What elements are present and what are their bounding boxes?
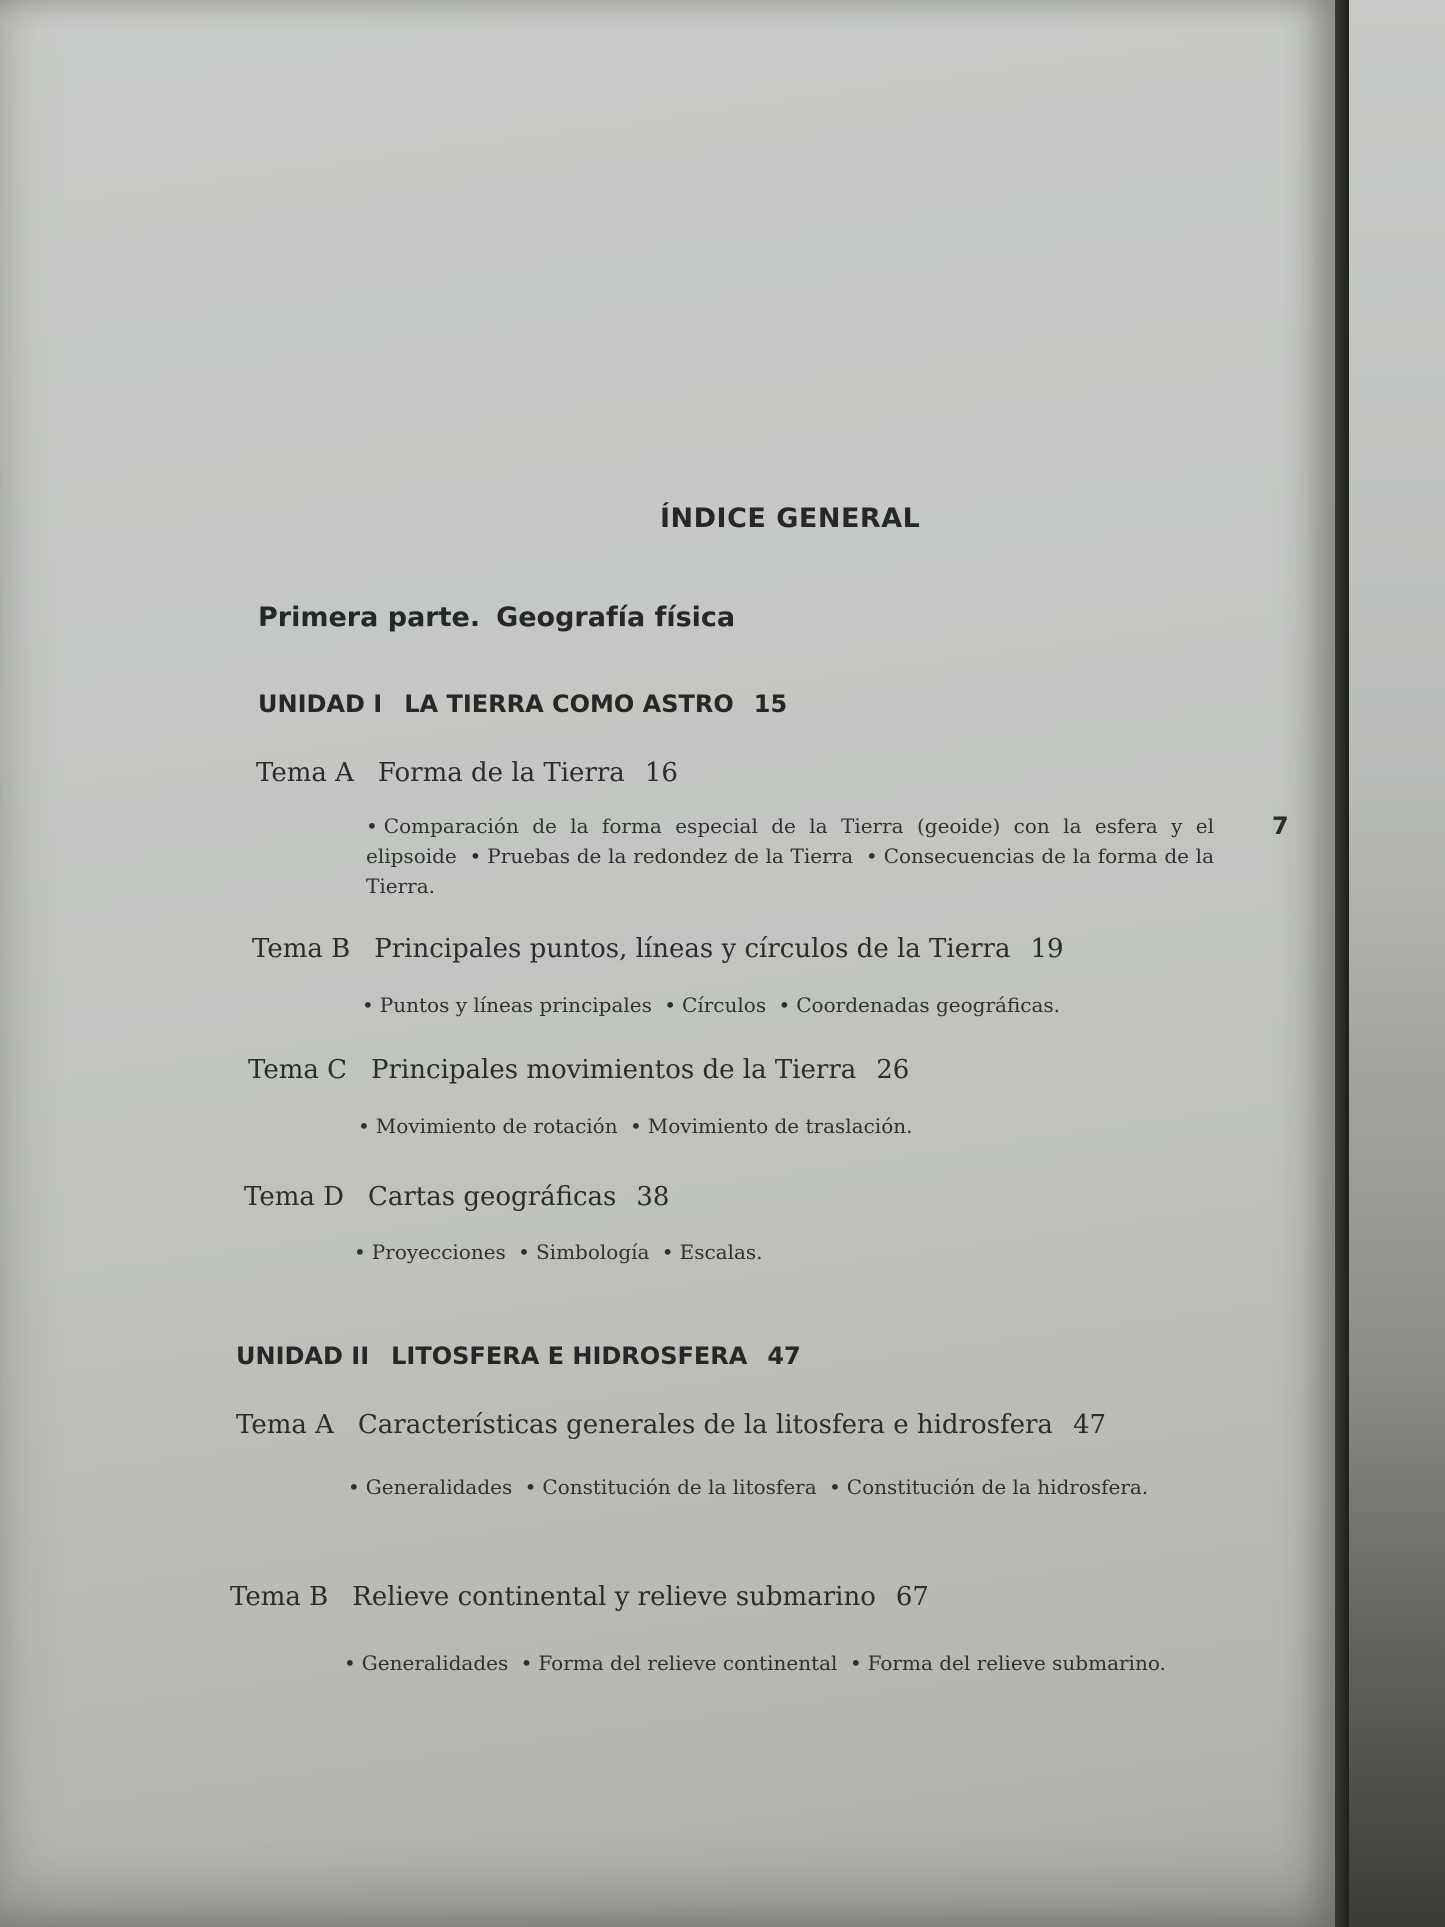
tema-page: 16 (644, 758, 678, 788)
tema-topics (348, 1472, 1248, 1502)
tema-topics (344, 1648, 1254, 1678)
tema-topics (366, 811, 1214, 901)
bullet-icon: • (629, 1114, 642, 1138)
topic-item: Generalidades (361, 1651, 509, 1675)
part-heading (258, 602, 735, 633)
topic-item: Constitución de la litosfera (542, 1475, 817, 1499)
unit-label: UNIDAD I (258, 690, 383, 718)
tema-heading (244, 1182, 669, 1212)
bullet-icon: • (849, 1651, 862, 1675)
tema-title: Principales puntos, líneas y círculos de la Tierra (374, 934, 1011, 964)
topic-item: Comparación de la forma especial de la Tierra (geoide) con la esfera y el elipsoide (366, 814, 1214, 868)
bullet-icon: • (344, 1651, 356, 1675)
bullet-icon: • (469, 844, 482, 868)
tema-page: 26 (876, 1055, 910, 1085)
topic-item: Coordenadas geográficas. (796, 993, 1061, 1017)
tema-topics (362, 990, 1222, 1020)
page-edge (1335, 0, 1349, 1927)
topic-item: Círculos (682, 993, 767, 1017)
topic-item: Consecuencias de la forma de la Tierra. (366, 844, 1214, 898)
unit-title: LA TIERRA COMO ASTRO (404, 690, 734, 718)
index-title: ÍNDICE GENERAL (660, 503, 921, 534)
bullet-icon: • (518, 1240, 530, 1264)
topic-item: Escalas. (679, 1240, 763, 1264)
unit-title: LITOSFERA E HIDROSFERA (391, 1342, 748, 1370)
tema-heading (236, 1410, 1106, 1440)
topic-item: Forma del relieve submarino. (867, 1651, 1166, 1675)
tema-page: 38 (636, 1182, 670, 1212)
topic-item: Generalidades (365, 1475, 513, 1499)
tema-heading (252, 934, 1064, 964)
background-surface (1349, 0, 1445, 1927)
tema-title: Principales movimientos de la Tierra (371, 1055, 857, 1085)
tema-heading (256, 758, 678, 788)
tema-label: Tema A (256, 758, 354, 788)
tema-label: Tema A (236, 1410, 334, 1440)
tema-title: Forma de la Tierra (377, 758, 625, 788)
tema-label: Tema B (230, 1582, 329, 1612)
topic-item: Movimiento de rotación (375, 1114, 618, 1138)
topic-item: Proyecciones (371, 1240, 506, 1264)
bullet-icon: • (829, 1475, 841, 1499)
tema-title: Características generales de la litosfera e hidrosfera (357, 1410, 1053, 1440)
margin-page-number: 7 (1272, 812, 1289, 840)
unit-heading (258, 690, 787, 718)
unit-page: 47 (767, 1342, 801, 1370)
bullet-icon: • (778, 993, 791, 1017)
tema-title: Cartas geográficas (367, 1182, 617, 1212)
bullet-icon: • (661, 1240, 674, 1264)
topic-item: Forma del relieve continental (538, 1651, 838, 1675)
unit-page: 15 (753, 690, 788, 718)
bullet-icon: • (362, 993, 374, 1017)
topic-item: Movimiento de traslación. (647, 1114, 913, 1138)
tema-page: 47 (1072, 1410, 1107, 1440)
tema-label: Tema D (244, 1182, 344, 1212)
topic-item: Pruebas de la redondez de la Tierra (487, 844, 854, 868)
tema-topics (358, 1111, 1218, 1141)
bullet-icon: • (520, 1651, 533, 1675)
topic-item: Simbología (535, 1240, 650, 1264)
tema-title: Relieve continental y relieve submarino (352, 1582, 876, 1612)
tema-topics (354, 1237, 1214, 1267)
part-label: Primera parte. (258, 602, 481, 633)
tema-page: 19 (1030, 934, 1064, 964)
bullet-icon: • (348, 1475, 360, 1499)
tema-heading (248, 1055, 909, 1085)
tema-label: Tema C (248, 1055, 348, 1085)
topic-item: Puntos y líneas principales (379, 993, 652, 1017)
part-title: Geografía física (496, 602, 736, 633)
bullet-icon: • (354, 1240, 366, 1264)
tema-page: 67 (895, 1582, 929, 1612)
bullet-icon: • (524, 1475, 537, 1499)
tema-heading (230, 1582, 929, 1612)
unit-heading (236, 1342, 801, 1370)
bullet-icon: • (366, 814, 378, 838)
unit-label: UNIDAD II (236, 1342, 370, 1370)
topic-item: Constitución de la hidrosfera. (846, 1475, 1149, 1499)
bullet-icon: • (358, 1114, 370, 1138)
tema-label: Tema B (252, 934, 351, 964)
bullet-icon: • (664, 993, 677, 1017)
bullet-icon: • (865, 844, 878, 868)
